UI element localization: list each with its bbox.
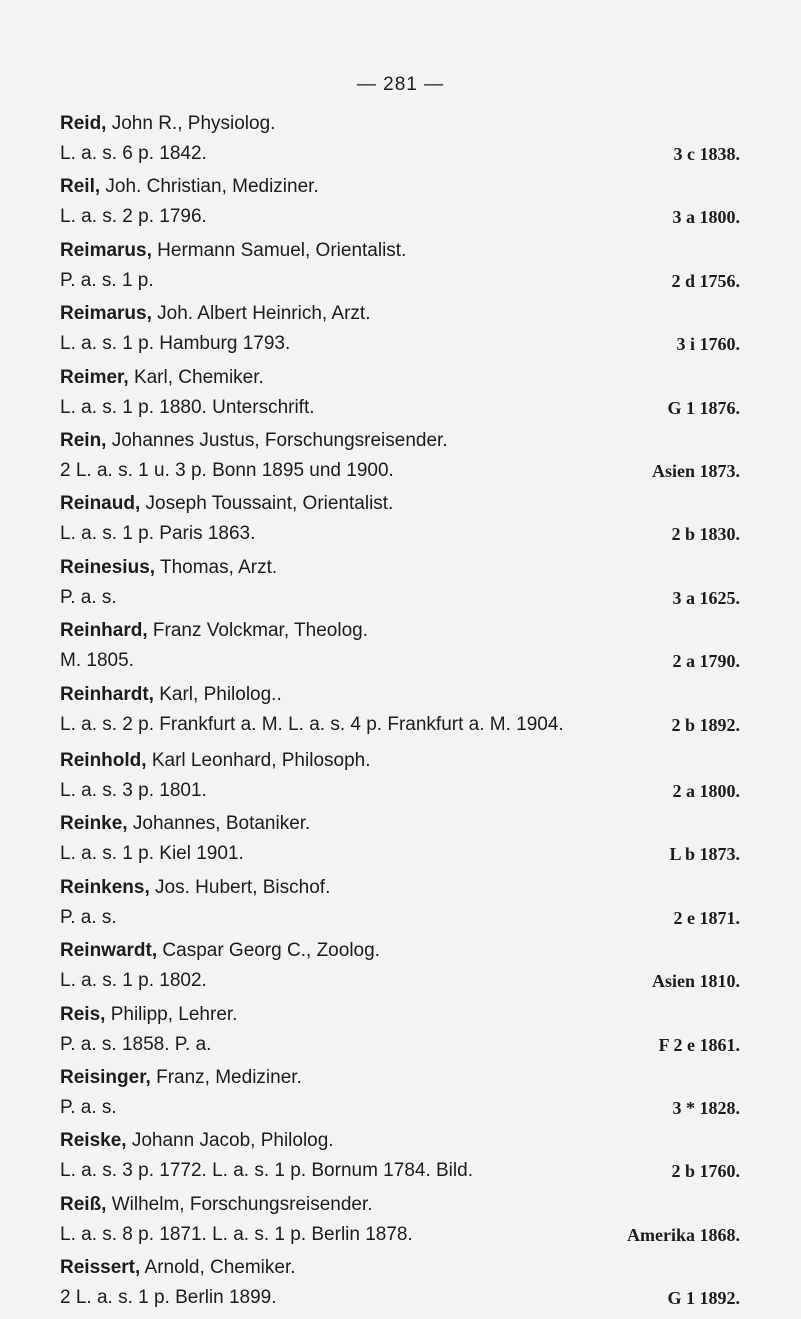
entry-heading xyxy=(60,428,448,454)
list-item xyxy=(60,301,740,364)
entry-heading xyxy=(60,1192,373,1218)
entry-detail: L. a. s. 6 p. 1842. xyxy=(60,143,207,164)
entry-info: Philipp, Lehrer. xyxy=(110,1003,238,1025)
entry-name: Reinkens, xyxy=(60,876,150,898)
entry-shelfmark: Asien 1873. xyxy=(651,460,740,481)
entry-detail-line xyxy=(60,841,740,867)
entry-info: Joseph Toussaint, Orientalist. xyxy=(145,493,394,515)
entry-shelfmark: 2 a 1790. xyxy=(672,651,740,672)
list-item xyxy=(60,428,740,491)
list-item xyxy=(60,174,740,237)
entry-detail: L. a. s. 1 p. Hamburg 1793. xyxy=(60,333,291,355)
list-item xyxy=(60,1255,740,1318)
entry-detail-line xyxy=(60,141,740,167)
entry-detail: L. a. s. 1 p. 1802. xyxy=(60,970,207,992)
entry-info: Johannes, Botaniker. xyxy=(132,813,311,835)
entry-detail: L. a. s. 1 p. Kiel 1901. xyxy=(60,843,244,865)
entry-detail-line xyxy=(60,1095,740,1121)
entry-name: Reissert, xyxy=(60,1257,141,1279)
entry-heading xyxy=(60,1128,334,1154)
entry-detail: P. a. s. 1858. P. a. xyxy=(60,1033,212,1055)
entry-info: Wilhelm, Forschungsreisender. xyxy=(111,1193,373,1215)
entry-heading xyxy=(60,238,406,264)
entry-detail-line xyxy=(60,968,740,994)
entry-detail-line xyxy=(60,1222,740,1248)
list-item xyxy=(60,811,740,874)
entry-shelfmark: G 1 1876. xyxy=(667,397,740,418)
entry-heading xyxy=(60,1255,296,1281)
entry-name: Reinwardt, xyxy=(60,940,158,962)
entry-name: Reimer, xyxy=(60,366,129,388)
entry-name: Reis, xyxy=(60,1003,106,1025)
entry-info: Johann Jacob, Philolog. xyxy=(131,1130,334,1152)
entry-info: Thomas, Arzt. xyxy=(159,556,278,578)
entry-name: Reinesius, xyxy=(60,556,156,578)
list-item xyxy=(60,555,740,618)
entry-heading xyxy=(60,174,319,200)
entry-heading xyxy=(60,875,330,901)
entry-detail-line xyxy=(60,1285,740,1311)
entry-shelfmark: 2 b 1830. xyxy=(671,524,740,545)
entry-detail: M. 1805. xyxy=(60,650,134,672)
entry-detail: 2 L. a. s. 1 u. 3 p. Bonn 1895 und 1900. xyxy=(60,459,394,481)
entry-shelfmark: 3 c 1838. xyxy=(673,144,740,164)
list-item xyxy=(60,365,740,428)
entry-detail: L. a. s. 1 p. 1880. Unterschrift. xyxy=(60,396,315,418)
entry-detail: L. a. s. 3 p. 1801. xyxy=(60,780,207,802)
entry-detail: 2 L. a. s. 1 p. Berlin 1899. xyxy=(60,1287,277,1309)
list-item xyxy=(60,875,740,938)
entry-shelfmark: Amerika 1868. xyxy=(627,1224,740,1245)
entry-name: Reimarus, xyxy=(60,239,152,261)
entry-info: Jos. Hubert, Bischof. xyxy=(155,876,331,898)
entry-detail: P. a. s. xyxy=(60,586,117,608)
entry-heading xyxy=(60,682,282,708)
entry-detail-line xyxy=(60,905,740,931)
entry-shelfmark: F 2 e 1861. xyxy=(658,1034,740,1055)
entry-detail-line xyxy=(60,395,740,421)
entry-detail-line xyxy=(60,331,740,357)
entry-shelfmark: L b 1873. xyxy=(669,844,740,865)
list-item xyxy=(60,748,740,811)
entry-name: Reiß, xyxy=(60,1193,107,1215)
entry-detail-line xyxy=(60,712,740,738)
entry-shelfmark: 2 a 1800. xyxy=(672,781,740,802)
list-item xyxy=(60,1128,740,1191)
entry-heading xyxy=(60,301,370,327)
list-item xyxy=(60,682,740,749)
entry-shelfmark: 2 e 1871. xyxy=(673,907,740,928)
list-item xyxy=(60,111,740,174)
entry-detail: L. a. s. 3 p. 1772. L. a. s. 1 p. Bornum 1784. Bild. xyxy=(60,1160,473,1182)
entry-name: Reisinger, xyxy=(60,1066,151,1088)
entry-heading xyxy=(60,1065,302,1091)
entry-shelfmark: 3 a 1800. xyxy=(672,207,740,228)
entry-detail: P. a. s. xyxy=(60,1096,117,1118)
entry-name: Rein, xyxy=(60,429,107,451)
entry-info: Franz Volckmar, Theolog. xyxy=(152,620,368,642)
entry-heading xyxy=(60,365,264,391)
entry-detail-line xyxy=(60,1032,740,1058)
entry-detail-line xyxy=(60,204,740,230)
entry-info: Johannes Justus, Forschungsreisender. xyxy=(111,429,448,451)
list-item xyxy=(60,1192,740,1255)
entry-name: Reinhard, xyxy=(60,620,148,642)
entry-shelfmark: G 1 1892. xyxy=(667,1288,740,1309)
entry-detail-line xyxy=(60,1158,740,1184)
entry-shelfmark: 3 i 1760. xyxy=(676,334,740,355)
entry-info: Arnold, Chemiker. xyxy=(144,1257,296,1279)
entry-heading xyxy=(60,938,380,964)
entry-name: Reid, xyxy=(60,113,107,134)
entry-name: Reinaud, xyxy=(60,493,141,515)
entry-heading xyxy=(60,748,371,774)
entry-heading xyxy=(60,1002,237,1028)
list-item xyxy=(60,1065,740,1128)
entry-shelfmark: 3 * 1828. xyxy=(672,1097,740,1118)
entry-heading xyxy=(60,811,310,837)
entry-info: Caspar Georg C., Zoolog. xyxy=(162,940,380,962)
entry-info: Joh. Christian, Mediziner. xyxy=(105,176,319,198)
entry-detail-line xyxy=(60,268,740,294)
entry-detail-line xyxy=(60,458,740,484)
entry-heading xyxy=(60,618,368,644)
entry-detail: P. a. s. xyxy=(60,906,117,928)
list-item xyxy=(60,618,740,681)
entry-name: Reinhold, xyxy=(60,750,147,772)
entry-name: Reil, xyxy=(60,176,101,198)
list-item xyxy=(60,238,740,301)
entry-info: Hermann Samuel, Orientalist. xyxy=(157,239,407,261)
entry-info: Karl, Philolog.. xyxy=(159,683,282,705)
entry-shelfmark: 2 b 1760. xyxy=(671,1161,740,1182)
entry-info: Joh. Albert Heinrich, Arzt. xyxy=(157,303,371,325)
page-number: — 281 — xyxy=(356,74,445,95)
entry-name: Reinhardt, xyxy=(60,683,154,705)
entry-name: Reinke, xyxy=(60,813,128,835)
entry-info: John R., Physiolog. xyxy=(111,113,276,134)
entry-detail-line xyxy=(60,585,740,611)
entry-info: Karl, Chemiker. xyxy=(133,366,264,388)
entry-shelfmark: Asien 1810. xyxy=(651,971,740,992)
list-item xyxy=(60,1002,740,1065)
list-item xyxy=(60,938,740,1001)
entry-shelfmark: 2 b 1892. xyxy=(671,714,740,735)
entry-detail: L. a. s. 2 p. 1796. xyxy=(60,206,207,228)
entry-shelfmark: 2 d 1756. xyxy=(671,270,740,291)
entry-detail: L. a. s. 2 p. Frankfurt a. M. L. a. s. 4 p. Frankfurt a. M. 1904. xyxy=(60,713,564,735)
entry-detail-line xyxy=(60,521,740,547)
entry-name: Reimarus, xyxy=(60,303,152,325)
entry-detail-line xyxy=(60,648,740,674)
entry-info: Franz, Mediziner. xyxy=(156,1066,302,1088)
entry-detail: L. a. s. 1 p. Paris 1863. xyxy=(60,523,256,545)
entry-heading xyxy=(60,555,277,581)
entry-detail: P. a. s. 1 p. xyxy=(60,269,154,291)
entry-info: Karl Leonhard, Philosoph. xyxy=(151,750,371,772)
entry-heading xyxy=(60,491,393,517)
entry-list xyxy=(60,111,740,1319)
list-item xyxy=(60,491,740,554)
entry-heading xyxy=(60,111,275,137)
entry-name: Reiske, xyxy=(60,1130,127,1152)
entry-shelfmark: 3 a 1625. xyxy=(672,587,740,608)
entry-detail: L. a. s. 8 p. 1871. L. a. s. 1 p. Berlin 1878. xyxy=(60,1223,413,1245)
entry-detail-line xyxy=(60,778,740,804)
